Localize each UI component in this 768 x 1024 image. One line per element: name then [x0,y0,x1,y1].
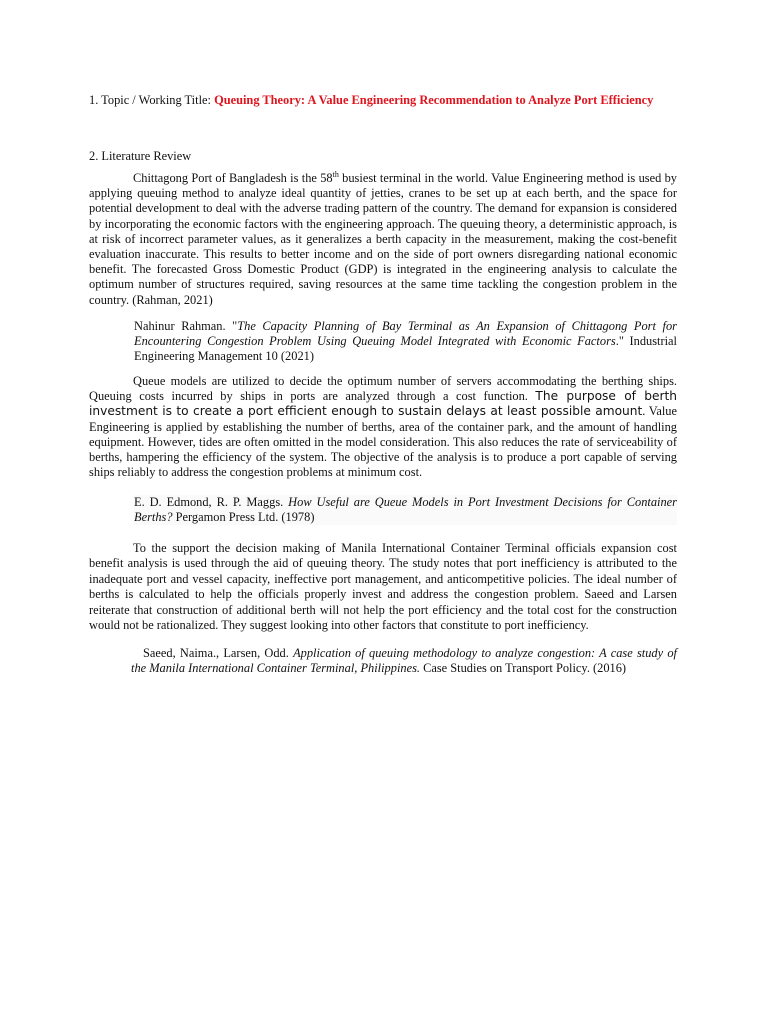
citation-3-source: Case Studies on Transport Policy. (2016) [420,661,627,676]
section-label: Literature Review [101,149,192,163]
literature-paragraph-1 [89,171,677,308]
citation-1-title: The Capacity Planning of Bay Terminal as An Expansion of Chittagong Port for Encountering Congestion Problem Using Queuing Model Integrated with Economic Factors [134,319,677,349]
paragraph-1-text-start: Chittagong Port of Bangladesh is the 58 [133,171,333,185]
topic-number: 1. [89,93,99,107]
literature-paragraph-3 [89,541,677,633]
topic-label: Topic / Working Title: [101,93,211,107]
topic-title-line [89,93,653,108]
paragraph-2-text-start: Queue models are utilized to decide the optimum number of servers accommodating the berthing ships. Queuing costs incurred by ships in ports are analyzed through a cost function. [89,374,677,404]
literature-paragraph-2 [89,374,677,480]
paragraph-2-text-rest: . Value Engineering is applied by establishing the number of berths, area of the container park, and the amount of handling equipment. However, tides are often omitted in the model consideration. This also reduces the rate of serviceability of berths, hampering the efficiency of the system. The objective of the analysis is to produce a port capable of serving ships reliably to address the congestion problems at minimum cost. [89,404,678,480]
paragraph-3-text: To the support the decision making of Manila International Container Terminal officials expansion cost benefit analysis is used through the aid of queuing theory. The study notes that port inefficiency is attributed to the inadequate port and vessel capacity, ineffective port management, and anticompetitive policies. The ideal number of berths is calculated to help the officials properly invest and address the congestion problem. Saeed and Larsen reiterate that construction of additional berth will not help the port efficiency and the total cost for the construction would not be rationalized. They suggest looking into other factors that constitute to port inefficiency. [89,541,677,633]
citation-3-title: Application of queuing methodology to analyze congestion: A case study of the Manila International Container Terminal, Philippines. [131,646,677,676]
section-heading [89,149,191,164]
highlighted-sentence: The purpose of berth investment is to create a port efficient enough to sustain delays at least possible amount [89,389,678,419]
citation-1-source: ." Industrial Engineering Management 10 (2021) [134,334,677,364]
citation-3-author: Saeed, Naima., Larsen, Odd. [143,646,294,660]
paragraph-1-text-rest: busiest terminal in the world. Value Engineering method is used by applying queuing method to analyze ideal quantity of jetties, cranes to be set up at each berth, and the space for potential development to deal with the adverse trading pattern of the country. The demand for expansion is considered by incorporating the economic factors with the engineering approach. The queuing theory, a deterministic approach, is at risk of incorrect parameter values, as it generalizes a berth capacity in the measurement, making the cost-benefit evaluation inaccurate. This results to better income and on the side of port owners disregarding national economic benefit. The forecasted Gross Domestic Product (GDP) is integrated in the engineering analysis to calculate the optimum number of structures required, saving resources at the same time tackling the congestion problem in the country. (Rahman, 2021) [89,171,677,307]
citation-2 [134,495,677,525]
citation-2-author: E. D. Edmond, R. P. Maggs. [134,495,289,509]
citation-3 [131,646,677,676]
section-number: 2. [89,149,99,163]
ordinal-suffix: th [332,169,339,179]
citation-1-author: Nahinur Rahman. " [134,319,238,333]
working-title: Queuing Theory: A Value Engineering Recommendation to Analyze Port Efficiency [214,93,654,107]
citation-1 [134,319,677,365]
citation-2-source: Pergamon Press Ltd. (1978) [172,510,315,525]
citation-2-title: How Useful are Queue Models in Port Investment Decisions for Container Berths? [134,495,677,525]
